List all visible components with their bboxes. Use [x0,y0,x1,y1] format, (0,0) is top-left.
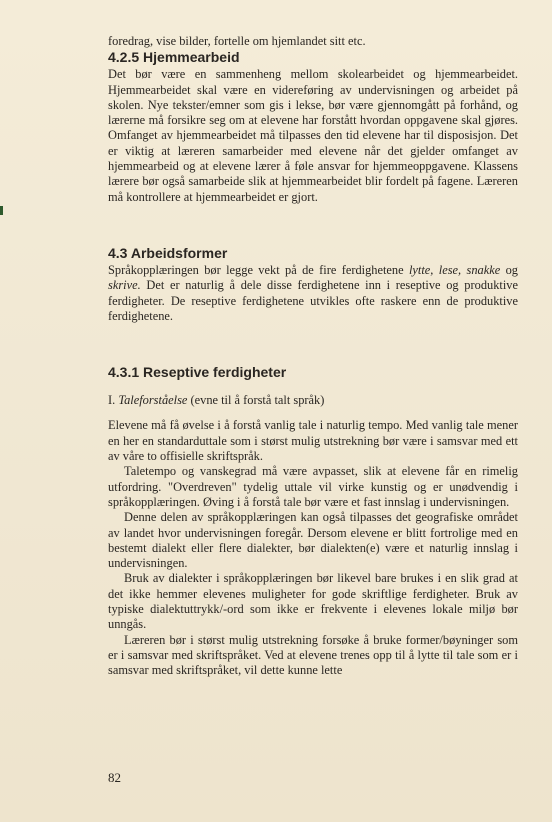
body-paragraph: Taletempo og vanskegrad må være avpasset, slik at elevene får en rimelig utfordring. "Overdreven" tydelig uttale vil virke kunstig og er unødvendig i språkopplæringen. Øving i å forstå tale bør være et fast innslag i undervisningen. [108,464,518,509]
section-heading: 4.3.1 Reseptive ferdigheter [108,364,287,381]
page-content [108,34,518,679]
italic-run: skrive. [108,278,141,293]
body-paragraph [108,263,518,324]
text-run: Det er naturlig å dele disse ferdighetene inn i reseptive og produktive ferdigheter. De reseptive ferdighetene utvikles ofte raskere enn de produktive ferdighetene. [108,278,518,323]
subheading-numeral: I. [108,393,119,408]
italic-run: lytte, lese, snakke [408,262,501,277]
continuation-line: foredrag, vise bilder, fortelle om hjemlandet sitt etc. [108,34,366,48]
body-paragraph: Elevene må få øvelse i å forstå vanlig tale i naturlig tempo. Med vanlig tale mener en her en standarduttale som i størst mulig utstrekning bør være i samsvar med ett av våre to offisielle skriftspråk. [108,418,518,464]
body-paragraph: Det bør være en sammenheng mellom skolearbeidet og hjemmearbeidet. Hjemmearbeidet skal være en videreføring av undervisningen og arbeidet på skolen. Nye tekster/emner som gis i lekse, bør være gjennomgått på forhånd, og lærerne må forsikre seg om at elevene har forstått hvordan oppgavene skal gjøres. Omfanget av hjemmearbeidet må tilpasses den tid elevene har til disposisjon. Det er viktig at læreren samarbeider med elevene når det gjelder omfanget av hjemmearbeid og at elevene lærer å føle ansvar for hjemmeoppgavene. Klassens lærere bør også samarbeide slik at hjemmearbeidet blir fordelt på fagene. Læreren må kontrollere at hjemmearbeidet er gjort. [108,67,518,204]
margin-mark [0,206,3,215]
subheading-title: Taleforståelse [118,393,188,408]
text-run: Språkopplæringen bør legge vekt på de fire ferdighetene [108,262,409,277]
body-paragraph: Læreren bør i størst mulig utstrekning forsøke å bruke former/bøyninger som er i samsvar med skriftspråket. Ved at elevene trenes opp til å lytte til tale som er i samsvar med skriftspråket, vil dette kunne lette [108,632,518,678]
body-paragraph: Denne delen av språkopplæringen kan også tilpasses det geografiske området av landet hvor undervisningen foregår. Dersom elevene er blitt fortrolige med en bestemt dialekt eller flere dialekter, bør dialekten(e) være et naturlig innslag i undervisningen. [108,510,518,571]
section-heading: 4.3 Arbeidsformer [108,244,228,261]
section-arbeidsformer [108,245,518,324]
section-reseptive-ferdigheter [108,364,518,678]
section-hjemmearbeid [108,49,518,205]
body-paragraph: Bruk av dialekter i språkopplæringen bør likevel bare brukes i en slik grad at det ikke hemmer elevenes muligheter for gode skriftlige ferdigheter. Bruk av typiske dialektuttrykk/-ord som ikke er frekvente i elevenes lokale miljø bør unngås. [108,571,518,632]
text-run: og [500,262,518,277]
page-number: 82 [108,770,121,785]
section-heading: 4.2.5 Hjemmearbeid [108,49,240,66]
subheading-rest: (evne til å forstå talt språk) [187,393,325,408]
subheading [108,393,518,408]
